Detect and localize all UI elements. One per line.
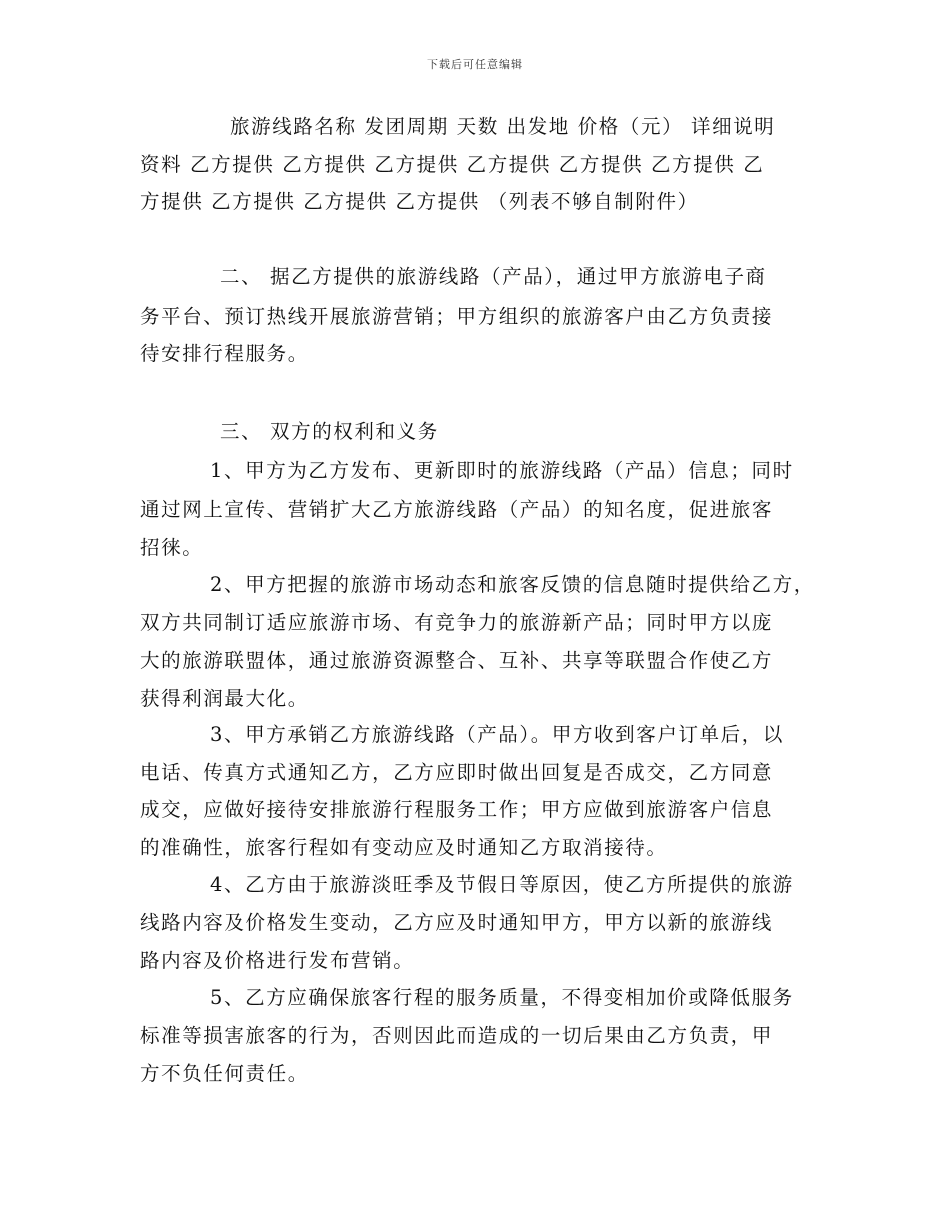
clause-1-line: 1、甲方为乙方发布、更新即时的旅游线路（产品）信息；同时 bbox=[210, 459, 794, 482]
clause-4-line: 路内容及价格进行发布营销。 bbox=[140, 949, 415, 972]
section-two-line: 待安排行程服务。 bbox=[140, 342, 309, 365]
table-intro-line: 方提供 乙方提供 乙方提供 乙方提供 （列表不够自制附件） bbox=[140, 190, 699, 213]
section-two-line: 务平台、预订热线开展旅游营销；甲方组织的旅游客户由乙方负责接 bbox=[140, 305, 774, 328]
clause-1-line: 招徕。 bbox=[140, 536, 204, 559]
clause-1-line: 通过网上宣传、营销扩大乙方旅游线路（产品）的知名度，促进旅客 bbox=[140, 498, 774, 521]
clause-2-line: 2、甲方把握的旅游市场动态和旅客反馈的信息随时提供给乙方， bbox=[210, 573, 815, 596]
section-two-line: 二、 据乙方提供的旅游线路（产品），通过甲方旅游电子商 bbox=[220, 265, 767, 288]
clause-5-line: 5、乙方应确保旅客行程的服务质量，不得变相加价或降低服务 bbox=[210, 986, 794, 1009]
clause-4-line: 线路内容及价格发生变动，乙方应及时通知甲方，甲方以新的旅游线 bbox=[140, 911, 774, 934]
clause-2-line: 双方共同制订适应旅游市场、有竞争力的旅游新产品；同时甲方以庞 bbox=[140, 611, 774, 634]
clause-3-line: 的准确性，旅客行程如有变动应及时通知乙方取消接待。 bbox=[140, 836, 668, 859]
clause-5-line: 标准等损害旅客的行为，否则因此而造成的一切后果由乙方负责，甲 bbox=[140, 1024, 774, 1047]
table-intro-line: 旅游线路名称 发团周期 天数 出发地 价格（元） 详细说明 bbox=[230, 115, 776, 138]
clause-3-line: 3、甲方承销乙方旅游线路（产品）。甲方收到客户订单后，以 bbox=[210, 723, 784, 746]
table-intro-line: 资料 乙方提供 乙方提供 乙方提供 乙方提供 乙方提供 乙方提供 乙 bbox=[140, 153, 765, 176]
clause-3-line: 成交，应做好接待安排旅游行程服务工作；甲方应做到旅游客户信息 bbox=[140, 798, 774, 821]
clause-2-line: 获得利润最大化。 bbox=[140, 687, 309, 710]
clause-2-line: 大的旅游联盟体，通过旅游资源整合、互补、共享等联盟合作使乙方 bbox=[140, 649, 774, 672]
clause-4-line: 4、乙方由于旅游淡旺季及节假日等原因，使乙方所提供的旅游 bbox=[210, 873, 794, 896]
section-three-heading: 三、 双方的权利和义务 bbox=[220, 420, 439, 443]
clause-5-line: 方不负任何责任。 bbox=[140, 1062, 309, 1085]
clause-3-line: 电话、传真方式通知乙方，乙方应即时做出回复是否成交，乙方同意 bbox=[140, 761, 774, 784]
page-header: 下载后可任意编辑 bbox=[427, 58, 523, 71]
